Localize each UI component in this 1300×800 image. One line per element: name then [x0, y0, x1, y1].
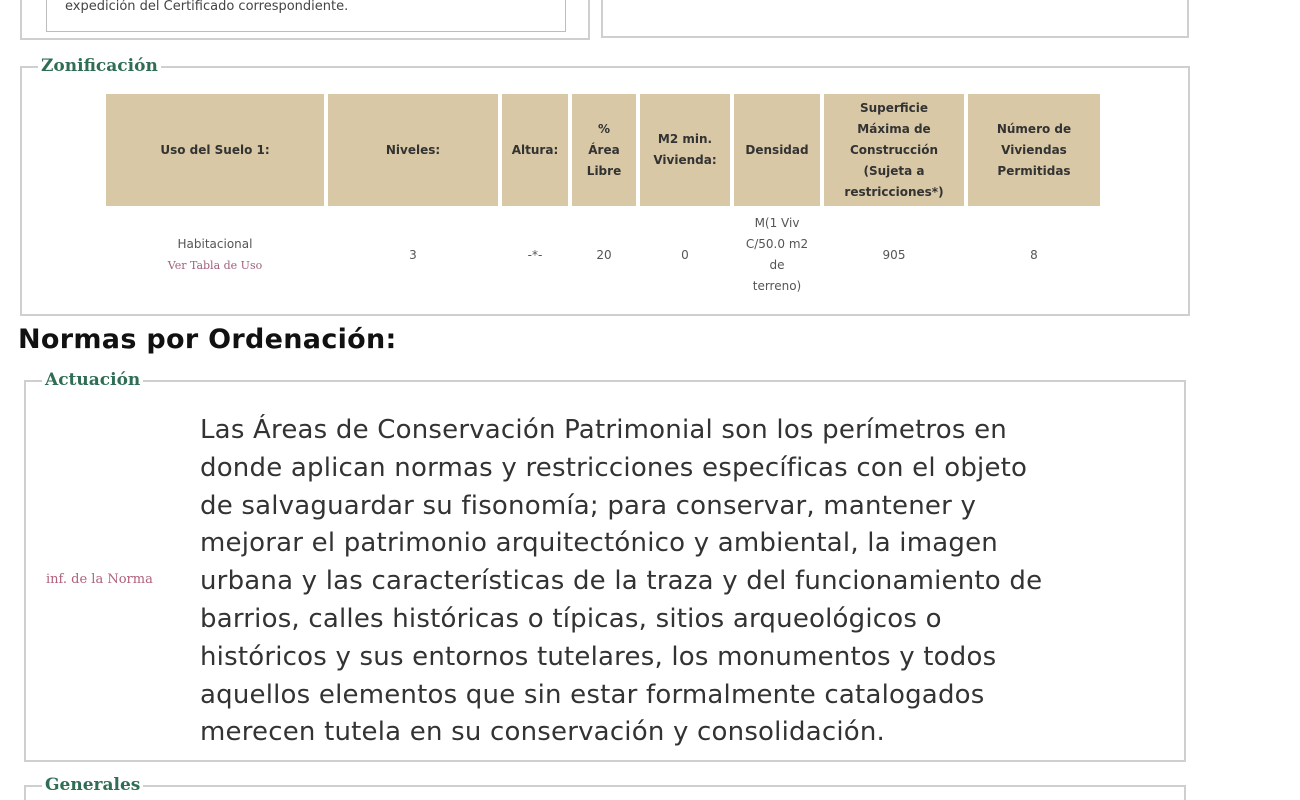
section-title: Normas por Ordenación: [18, 324, 397, 355]
description-line: mejorar el patrimonio arquitectónico y ambiental, la imagen [200, 528, 998, 559]
header-uso-suelo: Uso del Suelo 1: [106, 94, 324, 206]
description-line: de salvaguardar su fisonomía; para conservar, mantener y [200, 490, 977, 521]
description-line: aquellos elementos que sin estar formalmente catalogados [200, 679, 985, 710]
certificate-note-text: expedición del Certificado correspondiente. [65, 0, 349, 14]
cell-superficie: 905 [882, 247, 906, 262]
cell-altura: -*- [527, 247, 543, 262]
header-area-libre: % Área Libre [572, 94, 636, 206]
description-line: donde aplican normas y restricciones específicas con el objeto [200, 452, 1028, 483]
actuacion-legend: Actuación [42, 370, 143, 390]
certificate-note-box [46, 0, 566, 32]
description-line: urbana y las características de la traza y del funcionamiento de [200, 566, 1043, 597]
inf-norma-link[interactable]: inf. de la Norma [46, 572, 153, 587]
header-numero-viviendas: Número de Viviendas Permitidas [968, 94, 1100, 206]
header-altura: Altura: [502, 94, 568, 206]
description-line: barrios, calles históricas o típicas, sitios arqueológicos o [200, 603, 942, 634]
cell-m2-min: 0 [681, 247, 689, 262]
uso-suelo-value: Habitacional [177, 237, 253, 251]
ver-tabla-uso-link[interactable]: Ver Tabla de Uso [167, 259, 263, 272]
zonificacion-legend: Zonificación [38, 56, 161, 76]
cell-densidad: M(1 Viv C/50.0 m2 de terreno) [745, 216, 809, 293]
top-right-panel [601, 0, 1189, 38]
header-m2-min-vivienda: M2 min. Vivienda: [640, 94, 730, 206]
zonificacion-data-row [106, 206, 1100, 304]
header-niveles: Niveles: [328, 94, 498, 206]
cell-area-libre: 20 [596, 247, 612, 262]
header-densidad: Densidad [734, 94, 820, 206]
zonificacion-fieldset [20, 56, 1190, 316]
zonificacion-header-row [106, 94, 1100, 206]
description-line: históricos y sus entornos tutelares, los monumentos y todos [200, 641, 997, 672]
zonificacion-table [102, 94, 1104, 304]
cell-niveles: 3 [409, 247, 417, 262]
description-line: merecen tutela en su conservación y consolidación. [200, 717, 886, 748]
actuacion-description [200, 412, 1190, 752]
actuacion-fieldset [24, 370, 1186, 762]
generales-fieldset [24, 775, 1186, 800]
generales-legend: Generales [42, 775, 143, 795]
header-superficie-maxima: Superficie Máxima de Construcción (Sujeta a restricciones*) [824, 94, 964, 206]
cell-viviendas: 8 [1030, 247, 1038, 262]
description-line: Las Áreas de Conservación Patrimonial son los perímetros en [200, 415, 1007, 445]
cell-uso-suelo [106, 206, 324, 304]
